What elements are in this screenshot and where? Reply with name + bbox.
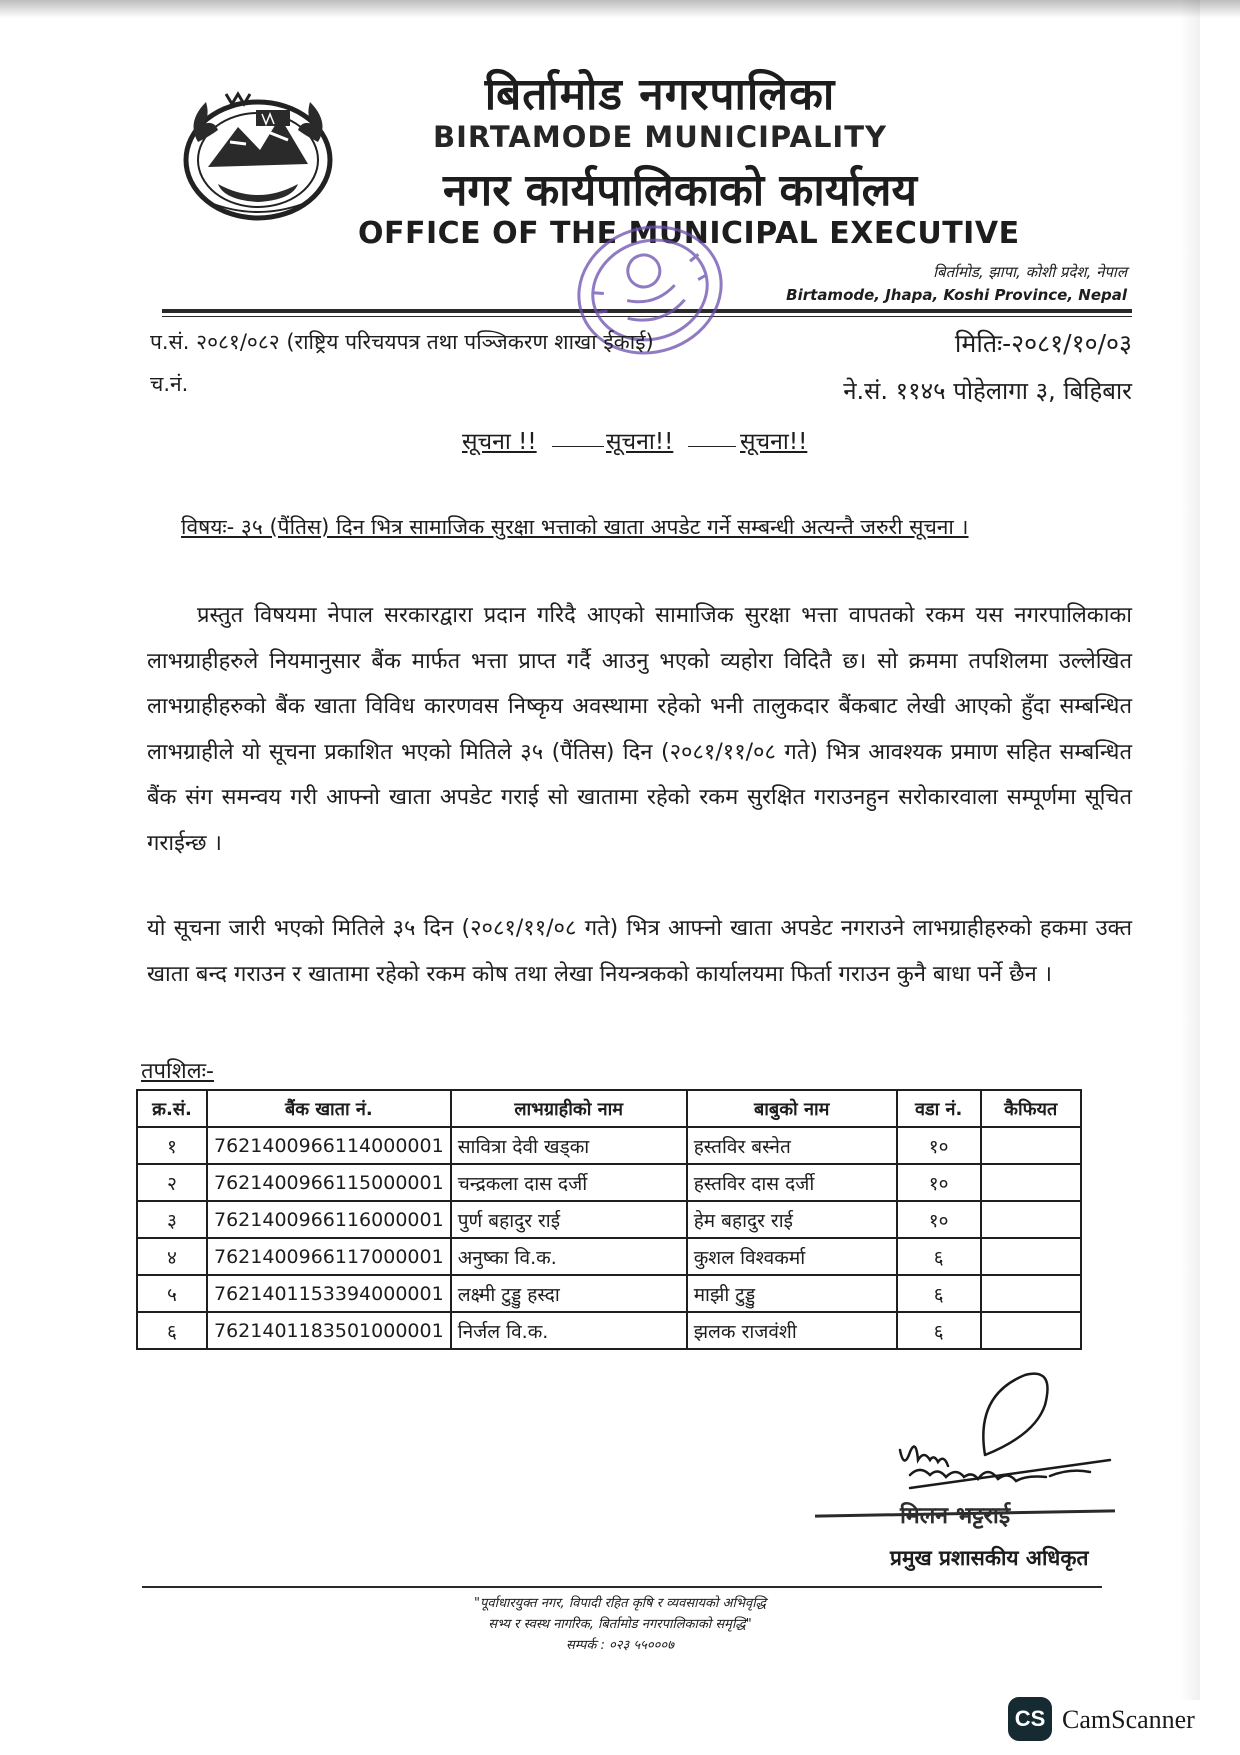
table-header-row (137, 1090, 1081, 1127)
cell-account: 7621400966117000001 (207, 1238, 451, 1275)
cell-remarks (981, 1201, 1081, 1238)
scan-shadow (1180, 0, 1200, 1700)
list-label: तपशिलः- (141, 1059, 214, 1084)
beneficiary-table (136, 1089, 1082, 1350)
cell-beneficiary: अनुष्का वि.क. (451, 1238, 687, 1275)
column-header-father: बाबुको नाम (687, 1090, 897, 1127)
reference-number: प.सं. २०८१/०८२ (राष्ट्रिय परिचयपत्र तथा पञ्जिकरण शाखा ईकाई) (150, 330, 654, 354)
cell-father: माझी टुड्डु (687, 1275, 897, 1312)
column-header-beneficiary: लाभग्राहीको नाम (451, 1090, 687, 1127)
footer-divider (142, 1586, 1102, 1588)
cell-beneficiary: निर्जल वि.क. (451, 1312, 687, 1349)
column-header-account: बैंक खाता नं. (207, 1090, 451, 1127)
table-row (137, 1201, 1081, 1238)
cell-beneficiary: पुर्ण बहादुर राई (451, 1201, 687, 1238)
cell-ward: ६ (897, 1312, 981, 1349)
cell-serial: २ (137, 1164, 207, 1201)
dispatch-number: च.नं. (150, 372, 189, 396)
municipality-name-nepali: बिर्तामोड नगरपालिका (484, 69, 836, 120)
cell-father: हेम बहादुर राई (687, 1201, 897, 1238)
column-header-ward: वडा नं. (897, 1090, 981, 1127)
cell-account: 7621400966116000001 (207, 1201, 451, 1238)
notice-heading (0, 424, 1240, 454)
cell-father: झलक राजवंशी (687, 1312, 897, 1349)
address-english: Birtamode, Jhapa, Koshi Province, Nepal (786, 286, 1127, 304)
cell-serial: ६ (137, 1312, 207, 1349)
notice-separator (688, 446, 736, 447)
camscanner-brand-text: CamScanner (1062, 1705, 1195, 1734)
cell-remarks (981, 1238, 1081, 1275)
body-paragraph-2: यो सूचना जारी भएको मितिले ३५ दिन (२०८१/११/०८ गते) भित्र आफ्नो खाता अपडेट नगराउने लाभग्राहीहरुको हकमा उक्त खाता बन्द गराउन र खातामा रहेको रकम कोष तथा लेखा नियन्त्रकको कार्यालयमा फिर्ता गराउन कुनै बाधा पर्ने छैन । (147, 916, 1132, 987)
cell-father: कुशल विश्वकर्मा (687, 1238, 897, 1275)
municipality-emblem-icon (168, 72, 348, 232)
signatory-title: प्रमुख प्रशासकीय अधिकृत (890, 1546, 1089, 1570)
cell-serial: ५ (137, 1275, 207, 1312)
table-row (137, 1238, 1081, 1275)
notice-label: सूचना!! (740, 429, 808, 455)
scan-edge (0, 0, 1240, 18)
cell-remarks (981, 1127, 1081, 1164)
table-row (137, 1312, 1081, 1349)
notice-subject: विषयः- ३५ (पैंतिस) दिन भित्र सामाजिक सुरक्षा भत्ताको खाता अपडेट गर्ने सम्बन्धी अत्यन्तै जरुरी सूचना । (181, 515, 969, 539)
cell-beneficiary: सावित्रा देवी खड्का (451, 1127, 687, 1164)
cell-beneficiary: लक्ष्मी टुड्डु हस्दा (451, 1275, 687, 1312)
cell-remarks (981, 1312, 1081, 1349)
cell-ward: १० (897, 1164, 981, 1201)
body-paragraph-1: प्रस्तुत विषयमा नेपाल सरकारद्वारा प्रदान गरिदै आएको सामाजिक सुरक्षा भत्ता वापतको रकम यस नगरपालिकाका लाभग्राहीहरुले नियमानुसार बैंक मार्फत भत्ता प्राप्त गर्दै आउनु भएको व्यहोरा विदितै छ। सो क्रममा तपशिलमा उल्लेखित लाभग्राहीहरुको बैंक खाता विविध कारणवस निष्कृय अवस्थामा रहेको भनी तालुकदार बैंकबाट लेखी आएको हुँदा सम्बन्धित लाभग्राहीले यो सूचना प्रकाशित भएको मितिले ३५ (पैंतिस) दिन (२०८१/११/०८ गते) भित्र आवश्यक प्रमाण सहित सम्बन्धित बैंक संग समन्वय गरी आफ्नो खाता अपडेट गराई सो खातामा रहेको रकम सुरक्षित गराउनहुन सरोकारवाला सम्पूर्णमा सूचित गराईन्छ । (147, 603, 1132, 856)
issue-date: मितिः-२०८१/१०/०३ (954, 329, 1132, 358)
column-header-remarks: कैफियत (981, 1090, 1081, 1127)
cell-ward: ६ (897, 1238, 981, 1275)
cell-remarks (981, 1164, 1081, 1201)
column-header-serial: क्र.सं. (137, 1090, 207, 1127)
cell-ward: ६ (897, 1275, 981, 1312)
cell-account: 7621401183501000001 (207, 1312, 451, 1349)
footer-slogan-line-1: "पूर्वाधारयुक्त नगर, विपादी रहित कृषि र व्यवसायको अभिवृद्धि (474, 1596, 766, 1611)
office-name-nepali: नगर कार्यपालिकाको कार्यालय (443, 165, 917, 216)
footer-contact: सम्पर्क : ०२३ ५५०००७ (566, 1638, 674, 1653)
table-row (137, 1127, 1081, 1164)
table-row (137, 1164, 1081, 1201)
cell-ward: १० (897, 1201, 981, 1238)
cell-remarks (981, 1275, 1081, 1312)
notice-label: सूचना !! (462, 429, 537, 455)
cell-serial: १ (137, 1127, 207, 1164)
office-name-english: OFFICE OF THE MUNICIPAL EXECUTIVE (358, 216, 1020, 251)
cell-account: 7621400966114000001 (207, 1127, 451, 1164)
footer-slogan-line-2: सभ्य र स्वस्थ नागरिक, बिर्तामोड नगरपालिकाको समृद्धि" (488, 1617, 752, 1632)
cell-beneficiary: चन्द्रकला दास दर्जी (451, 1164, 687, 1201)
cell-serial: ४ (137, 1238, 207, 1275)
cell-serial: ३ (137, 1201, 207, 1238)
municipality-name-english: BIRTAMODE MUNICIPALITY (432, 120, 887, 154)
cell-father: हस्तविर बस्नेत (687, 1127, 897, 1164)
cell-father: हस्तविर दास दर्जी (687, 1164, 897, 1201)
table-row (137, 1275, 1081, 1312)
camscanner-logo-icon: CS (1008, 1697, 1052, 1741)
cell-account: 7621401153394000001 (207, 1275, 451, 1312)
address-nepali: बिर्तामोड, झापा, कोशी प्रदेश, नेपाल (933, 263, 1127, 281)
notice-separator (552, 446, 604, 447)
cell-account: 7621400966115000001 (207, 1164, 451, 1201)
nepal-sambat-date: ने.सं. ११४५ पोहेलागा ३, बिहिबार (843, 377, 1132, 405)
signatory-name: मिलन भट्टराई (900, 1503, 1011, 1529)
notice-label: सूचना!! (606, 429, 674, 455)
cell-ward: १० (897, 1127, 981, 1164)
